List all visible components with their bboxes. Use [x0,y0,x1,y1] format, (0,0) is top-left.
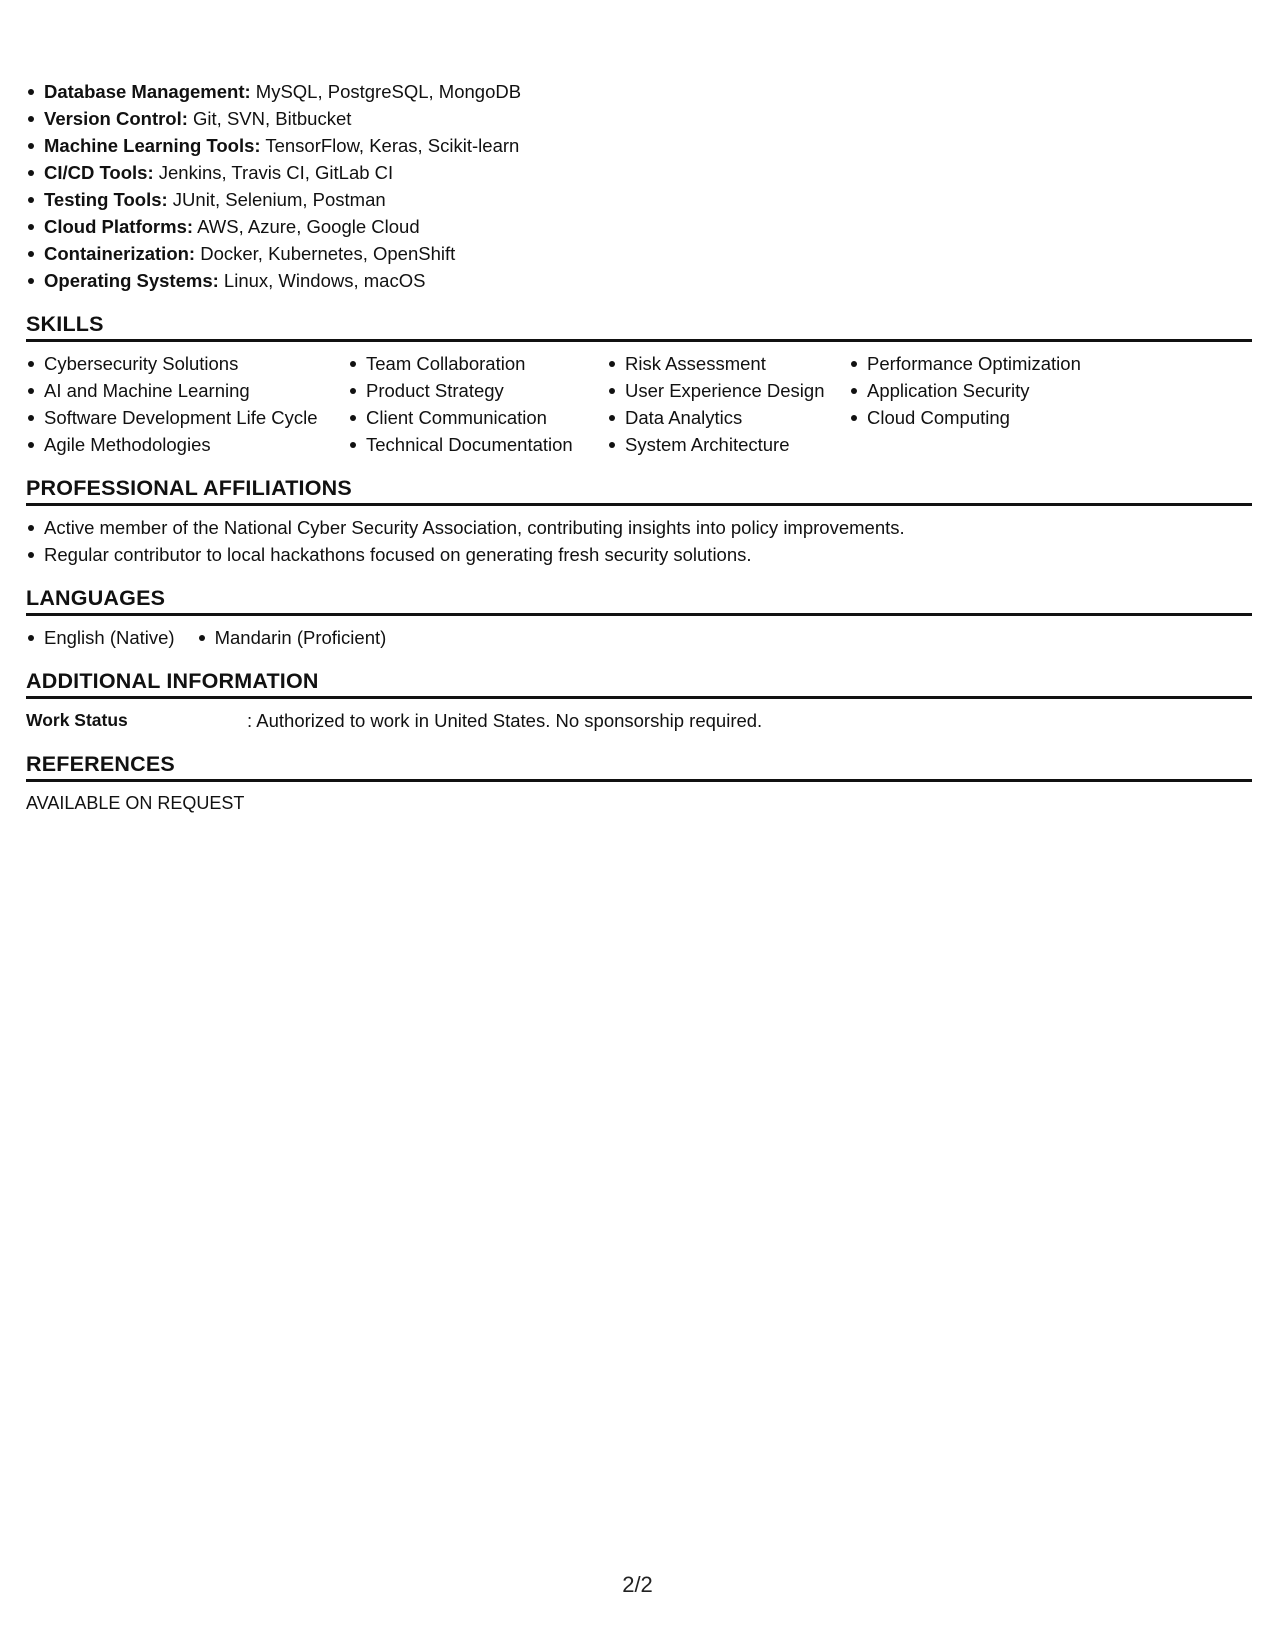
tools-item-value: TensorFlow, Keras, Scikit-learn [260,135,520,156]
tools-item-label: Cloud Platforms: [44,216,194,237]
skill-item: Performance Optimization [849,350,1149,377]
skill-item: Technical Documentation [348,431,607,458]
skill-item: System Architecture [607,431,849,458]
tools-item [26,105,1252,132]
tools-item-label: Operating Systems: [44,270,219,291]
references-heading: REFERENCES [26,750,1252,782]
tools-item-label: Machine Learning Tools: [44,135,261,156]
tools-list [26,78,1252,294]
work-status-value: : Authorized to work in United States. No sponsorship required. [247,710,763,731]
skill-item: Risk Assessment [607,350,849,377]
skill-item: Software Development Life Cycle [26,404,348,431]
resume-page [26,78,1252,817]
affiliations-heading: PROFESSIONAL AFFILIATIONS [26,474,1252,506]
page-number: 2/2 [622,1572,653,1597]
additional-info-heading: ADDITIONAL INFORMATION [26,667,1252,699]
tools-item [26,159,1252,186]
skills-column [607,350,849,458]
skill-item: Cloud Computing [849,404,1149,431]
tools-item [26,132,1252,159]
skill-item: Data Analytics [607,404,849,431]
tools-item-label: Containerization: [44,243,196,264]
tools-item-label: CI/CD Tools: [44,162,154,183]
skill-item: Client Communication [348,404,607,431]
languages-heading: LANGUAGES [26,584,1252,616]
work-status-row [26,707,1252,734]
skill-item: User Experience Design [607,377,849,404]
tools-item [26,267,1252,294]
tools-item-label: Testing Tools: [44,189,168,210]
skill-item: Product Strategy [348,377,607,404]
skills-column [26,350,348,458]
tools-item [26,213,1252,240]
work-status-label: Work Status [26,710,128,730]
skill-item: Agile Methodologies [26,431,348,458]
tools-item-label: Version Control: [44,108,188,129]
affiliations-list [26,514,1252,568]
language-item: Mandarin (Proficient) [197,624,387,651]
tools-item [26,186,1252,213]
tools-item-value: Jenkins, Travis CI, GitLab CI [153,162,394,183]
skill-item: Cybersecurity Solutions [26,350,348,377]
skills-column [348,350,607,458]
skill-item: Application Security [849,377,1149,404]
tools-item-value: Git, SVN, Bitbucket [187,108,352,129]
languages-list [26,624,1252,651]
affiliation-item: Regular contributor to local hackathons focused on generating fresh security solutions. [26,541,1252,568]
tools-item-value: JUnit, Selenium, Postman [167,189,386,210]
skill-item: AI and Machine Learning [26,377,348,404]
tools-item [26,78,1252,105]
skills-heading: SKILLS [26,310,1252,342]
skills-grid [26,350,1252,458]
tools-item-value: AWS, Azure, Google Cloud [193,216,420,237]
tools-item-value: MySQL, PostgreSQL, MongoDB [250,81,522,102]
language-item: English (Native) [26,624,175,651]
affiliation-item: Active member of the National Cyber Security Association, contributing insights into policy improvements. [26,514,1252,541]
tools-item-value: Docker, Kubernetes, OpenShift [195,243,456,264]
skills-column [849,350,1149,458]
references-text: AVAILABLE ON REQUEST [26,793,245,813]
tools-item-label: Database Management: [44,81,251,102]
tools-item-value: Linux, Windows, macOS [218,270,426,291]
tools-item [26,240,1252,267]
skill-item: Team Collaboration [348,350,607,377]
